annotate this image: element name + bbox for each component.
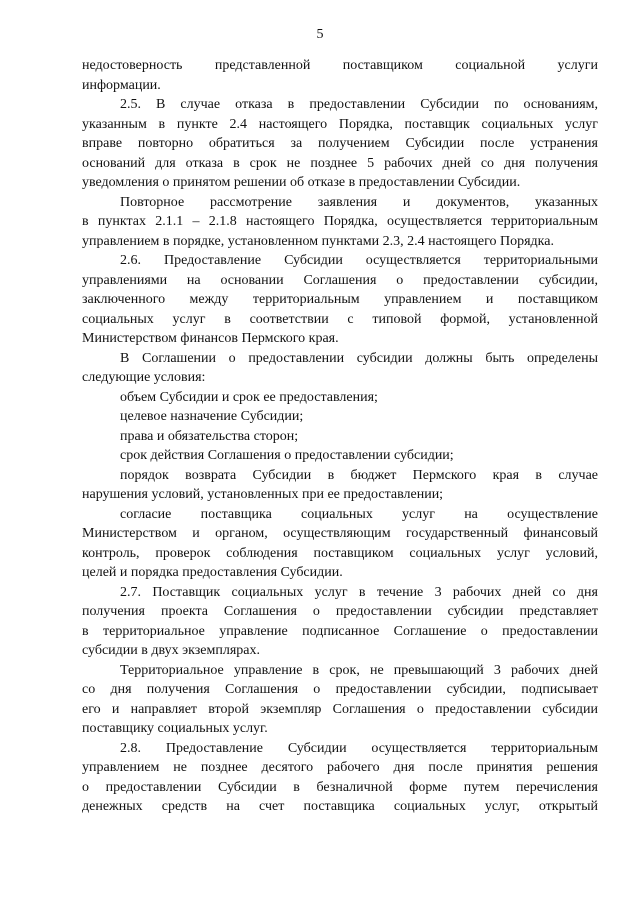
text-line: 2.7. Поставщик социальных услуг в течение 3 рабочих дней со дня [120, 584, 598, 600]
text-line: вправе повторно обратиться за получением Субсидии после устранения [82, 136, 598, 151]
text-line: 2.8. Предоставление Субсидии осуществляется территориальным [120, 740, 598, 756]
text-line: Повторное рассмотрение заявления и документов, указанных [120, 194, 598, 210]
text-line: целей и порядка предоставления Субсидии. [82, 565, 343, 580]
text-line: 2.6. Предоставление Субсидии осуществляется территориальными [120, 253, 598, 268]
text-line: заключенного между территориальным управлением и поставщиком [82, 292, 598, 307]
text-line: о предоставлении Субсидии в безналичной форме путем перечисления [82, 779, 598, 795]
text-line: 2.5. В случае отказа в предоставлении Субсидии по основаниям, [120, 97, 598, 112]
text-line: управлением в порядке, установленном пунктами 2.3, 2.4 настоящего Порядка. [82, 233, 554, 249]
text-line: в территориальное управление подписанное Соглашение о предоставлении [82, 623, 598, 639]
text-line: объем Субсидии и срок ее предоставления; [120, 389, 378, 405]
text-line: согласие поставщика социальных услуг на осуществление [120, 506, 598, 522]
text-line: уведомления о принятом решении об отказе в предоставлении Субсидии. [82, 175, 521, 190]
text-line: Министерством финансов Пермского края. [82, 331, 339, 346]
text-line: денежных средств на счет поставщика социальных услуг, открытый [82, 799, 598, 814]
text-line: В Соглашении о предоставлении субсидии должны быть определены [120, 350, 598, 366]
text-line: порядок возврата Субсидии в бюджет Пермского края в случае [120, 467, 598, 483]
text-line: социальных услуг в соответствии с типовой формой, установленной [82, 311, 598, 327]
text-line: указанным в пункте 2.4 настоящего Порядка, поставщик социальных услуг [82, 116, 598, 132]
text-line: срок действия Соглашения о предоставлении субсидии; [120, 448, 454, 463]
text-line: субсидии в двух экземплярах. [82, 643, 261, 658]
text-line: оснований для отказа в срок не позднее 5 рабочих дней со дня получения [82, 155, 598, 171]
text-line: права и обязательства сторон; [120, 428, 299, 444]
text-line: со дня получения Соглашения о предоставлении субсидии, подписывает [82, 682, 598, 697]
text-line: информации. [82, 77, 161, 93]
text-line: контроль, проверок соблюдения поставщиком социальных услуг условий, [82, 545, 598, 561]
text-line: Министерством и органом, осуществляющим государственный финансовый [82, 526, 598, 541]
document-body [82, 56, 598, 817]
text-line: целевое назначение Субсидии; [120, 409, 304, 424]
text-line: управлениями на основании Соглашения о предоставлении субсидии, [82, 272, 598, 288]
text-line: Территориальное управление в срок, не превышающий 3 рабочих дней [120, 662, 598, 678]
text-line: в пунктах 2.1.1 – 2.1.8 настоящего Порядка, осуществляется территориальным [82, 214, 598, 229]
text-line: получения проекта Соглашения о предоставлении субсидии представляет [82, 604, 598, 619]
page-number: 5 [316, 27, 324, 42]
text-line: управлением не позднее десятого рабочего дня после принятия решения [82, 760, 598, 775]
text-line: недостоверность представленной поставщиком социальной услуги [82, 58, 598, 73]
text-line: его и направляет второй экземпляр Соглашения о предоставлении субсидии [82, 701, 598, 717]
text-line: нарушения условий, установленных при ее предоставлении; [82, 487, 444, 502]
text-line: следующие условия: [82, 370, 206, 385]
text-line: поставщику социальных услуг. [82, 721, 268, 736]
